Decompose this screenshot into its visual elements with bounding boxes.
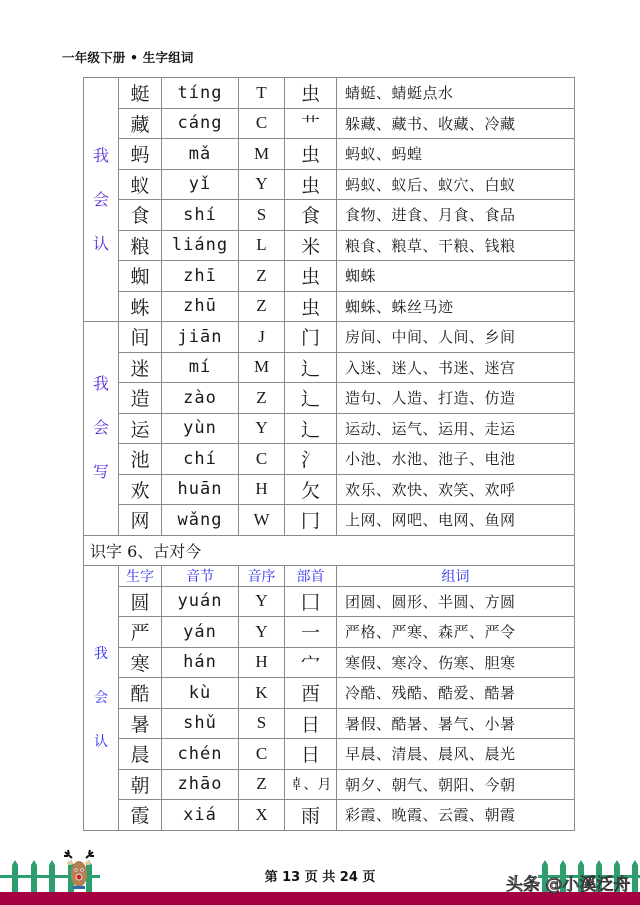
page-number: 第 13 页 共 24 页 xyxy=(264,870,376,885)
word-groups-cell: 团圆、圆形、半圆、方圆 xyxy=(337,586,575,617)
pinyin-cell: mǎ xyxy=(162,139,239,170)
phonetic-order-cell: S xyxy=(239,708,285,739)
pinyin-cell: chí xyxy=(162,444,239,475)
watermark: 头条 @小溪泛舟 xyxy=(506,875,631,895)
word-groups-cell: 蜘蛛、蛛丝马迹 xyxy=(337,291,575,322)
radical-cell: 一 xyxy=(285,617,337,648)
table-row xyxy=(84,769,575,800)
phonetic-order-cell: C xyxy=(239,444,285,475)
radical-cell: 囗 xyxy=(285,586,337,617)
phonetic-order-cell: Z xyxy=(239,383,285,414)
radical-cell: 宀 xyxy=(285,647,337,678)
word-groups-cell: 蚂蚁、蚁后、蚁穴、白蚁 xyxy=(337,169,575,200)
phonetic-order-cell: W xyxy=(239,505,285,536)
table-row xyxy=(84,444,575,475)
group-label-char: 会 xyxy=(92,189,109,209)
radical-cell: 虫 xyxy=(285,169,337,200)
group-label-char: 认 xyxy=(94,733,108,750)
radical-cell: 冂 xyxy=(285,505,337,536)
word-groups-cell: 粮食、粮草、干粮、钱粮 xyxy=(337,230,575,261)
word-groups-cell: 蜻蜓、蜻蜓点水 xyxy=(337,78,575,109)
pinyin-cell: zhī xyxy=(162,261,239,292)
character-cell: 粮 xyxy=(119,230,162,261)
reindeer-icon xyxy=(62,848,96,892)
table-row xyxy=(84,322,575,353)
pinyin-cell: yǐ xyxy=(162,169,239,200)
radical-cell: 食 xyxy=(285,200,337,231)
table-row xyxy=(84,505,575,536)
radical-cell: 门 xyxy=(285,322,337,353)
table-row xyxy=(84,800,575,831)
radical-cell: 日 xyxy=(285,708,337,739)
character-cell: 欢 xyxy=(119,474,162,505)
word-groups-cell: 寒假、寒冷、伤寒、胆寒 xyxy=(337,647,575,678)
column-header-row xyxy=(84,565,575,586)
word-groups-cell: 蜘蛛 xyxy=(337,261,575,292)
phonetic-order-cell: Z xyxy=(239,769,285,800)
table-row xyxy=(84,200,575,231)
group-label-char: 我 xyxy=(92,374,109,394)
group-label-char: 会 xyxy=(94,689,108,706)
table-row xyxy=(84,108,575,139)
character-cell: 晨 xyxy=(119,739,162,770)
pinyin-cell: xiá xyxy=(162,800,239,831)
word-groups-cell: 早晨、清晨、晨风、晨光 xyxy=(337,739,575,770)
character-cell: 藏 xyxy=(119,108,162,139)
radical-cell: 雨 xyxy=(285,800,337,831)
phonetic-order-cell: Y xyxy=(239,169,285,200)
radical-cell: 虫 xyxy=(285,291,337,322)
column-header: 音节 xyxy=(162,565,239,586)
section-title: 识字 6、古对今 xyxy=(84,535,575,565)
character-cell: 池 xyxy=(119,444,162,475)
table-row xyxy=(84,708,575,739)
phonetic-order-cell: Y xyxy=(239,586,285,617)
phonetic-order-cell: K xyxy=(239,678,285,709)
table-row xyxy=(84,413,575,444)
phonetic-order-cell: H xyxy=(239,647,285,678)
phonetic-order-cell: L xyxy=(239,230,285,261)
radical-cell: 欠 xyxy=(285,474,337,505)
table-row xyxy=(84,169,575,200)
table-row xyxy=(84,586,575,617)
phonetic-order-cell: S xyxy=(239,200,285,231)
group-label xyxy=(84,78,119,322)
group-label-char: 我 xyxy=(94,645,108,662)
character-cell: 蜓 xyxy=(119,78,162,109)
pinyin-cell: yuán xyxy=(162,586,239,617)
pinyin-cell: shǔ xyxy=(162,708,239,739)
section-title-row xyxy=(84,535,575,565)
word-groups-cell: 彩霞、晚霞、云霞、朝霞 xyxy=(337,800,575,831)
pinyin-cell: cáng xyxy=(162,108,239,139)
character-cell: 暑 xyxy=(119,708,162,739)
character-cell: 网 xyxy=(119,505,162,536)
pinyin-cell: jiān xyxy=(162,322,239,353)
table-row xyxy=(84,739,575,770)
character-cell: 运 xyxy=(119,413,162,444)
group-label-char: 写 xyxy=(92,462,109,482)
radical-cell: 酉 xyxy=(285,678,337,709)
character-cell: 迷 xyxy=(119,352,162,383)
phonetic-order-cell: Z xyxy=(239,291,285,322)
character-cell: 间 xyxy=(119,322,162,353)
pinyin-cell: mí xyxy=(162,352,239,383)
phonetic-order-cell: Y xyxy=(239,413,285,444)
character-cell: 酷 xyxy=(119,678,162,709)
character-cell: 霞 xyxy=(119,800,162,831)
word-groups-cell: 朝夕、朝气、朝阳、今朝 xyxy=(337,769,575,800)
phonetic-order-cell: J xyxy=(239,322,285,353)
pinyin-cell: kù xyxy=(162,678,239,709)
pinyin-cell: zào xyxy=(162,383,239,414)
radical-cell: 日 xyxy=(285,739,337,770)
phonetic-order-cell: Y xyxy=(239,617,285,648)
character-cell: 严 xyxy=(119,617,162,648)
pinyin-cell: zhāo xyxy=(162,769,239,800)
pinyin-cell: hán xyxy=(162,647,239,678)
column-header: 音序 xyxy=(239,565,285,586)
word-groups-cell: 食物、进食、月食、食品 xyxy=(337,200,575,231)
table-row xyxy=(84,78,575,109)
radical-cell: 𠦝、月 xyxy=(285,769,337,800)
column-header: 生字 xyxy=(119,565,162,586)
pinyin-cell: wǎng xyxy=(162,505,239,536)
phonetic-order-cell: C xyxy=(239,739,285,770)
radical-cell: 米 xyxy=(285,230,337,261)
word-groups-cell: 入迷、迷人、书迷、迷宫 xyxy=(337,352,575,383)
word-groups-cell: 运动、运气、运用、走运 xyxy=(337,413,575,444)
pinyin-cell: yán xyxy=(162,617,239,648)
table-row xyxy=(84,230,575,261)
radical-cell: 辶 xyxy=(285,383,337,414)
table-row xyxy=(84,352,575,383)
pinyin-cell: huān xyxy=(162,474,239,505)
column-header: 组词 xyxy=(337,565,575,586)
word-groups-cell: 小池、水池、池子、电池 xyxy=(337,444,575,475)
word-groups-cell: 冷酷、残酷、酷爱、酷暑 xyxy=(337,678,575,709)
word-groups-cell: 房间、中间、人间、乡间 xyxy=(337,322,575,353)
character-cell: 蛛 xyxy=(119,291,162,322)
document-header: 一年级下册 • 生字组词 xyxy=(62,50,194,65)
pinyin-cell: zhū xyxy=(162,291,239,322)
radical-cell: 辶 xyxy=(285,413,337,444)
phonetic-order-cell: M xyxy=(239,139,285,170)
radical-cell: 虫 xyxy=(285,139,337,170)
character-cell: 蚂 xyxy=(119,139,162,170)
table-row xyxy=(84,678,575,709)
word-groups-cell: 造句、人造、打造、仿造 xyxy=(337,383,575,414)
table-row xyxy=(84,617,575,648)
word-groups-cell: 暑假、酷暑、暑气、小暑 xyxy=(337,708,575,739)
character-cell: 蚁 xyxy=(119,169,162,200)
radical-cell: 虫 xyxy=(285,78,337,109)
vocabulary-table xyxy=(83,77,575,831)
group-label xyxy=(84,322,119,536)
table-row xyxy=(84,383,575,414)
character-cell: 朝 xyxy=(119,769,162,800)
radical-cell: 辶 xyxy=(285,352,337,383)
phonetic-order-cell: T xyxy=(239,78,285,109)
table-row xyxy=(84,139,575,170)
word-groups-cell: 上网、网吧、电网、鱼网 xyxy=(337,505,575,536)
phonetic-order-cell: C xyxy=(239,108,285,139)
phonetic-order-cell: X xyxy=(239,800,285,831)
pinyin-cell: liáng xyxy=(162,230,239,261)
radical-cell: 虫 xyxy=(285,261,337,292)
group-label-char: 会 xyxy=(92,418,109,438)
phonetic-order-cell: M xyxy=(239,352,285,383)
word-groups-cell: 躲藏、藏书、收藏、冷藏 xyxy=(337,108,575,139)
word-groups-cell: 欢乐、欢快、欢笑、欢呼 xyxy=(337,474,575,505)
column-header: 部首 xyxy=(285,565,337,586)
group-label-char: 我 xyxy=(92,145,109,165)
table-row xyxy=(84,474,575,505)
table-row xyxy=(84,291,575,322)
word-groups-cell: 蚂蚁、蚂蝗 xyxy=(337,139,575,170)
pinyin-cell: tíng xyxy=(162,78,239,109)
group-label xyxy=(84,565,119,830)
phonetic-order-cell: H xyxy=(239,474,285,505)
character-cell: 蜘 xyxy=(119,261,162,292)
character-cell: 圆 xyxy=(119,586,162,617)
pinyin-cell: shí xyxy=(162,200,239,231)
group-label-char: 认 xyxy=(92,233,109,253)
pinyin-cell: chén xyxy=(162,739,239,770)
pinyin-cell: yùn xyxy=(162,413,239,444)
phonetic-order-cell: Z xyxy=(239,261,285,292)
table-row xyxy=(84,647,575,678)
character-cell: 造 xyxy=(119,383,162,414)
character-cell: 寒 xyxy=(119,647,162,678)
character-cell: 食 xyxy=(119,200,162,231)
radical-cell: 艹 xyxy=(285,108,337,139)
table-row xyxy=(84,261,575,292)
radical-cell: 氵 xyxy=(285,444,337,475)
word-groups-cell: 严格、严寒、森严、严令 xyxy=(337,617,575,648)
